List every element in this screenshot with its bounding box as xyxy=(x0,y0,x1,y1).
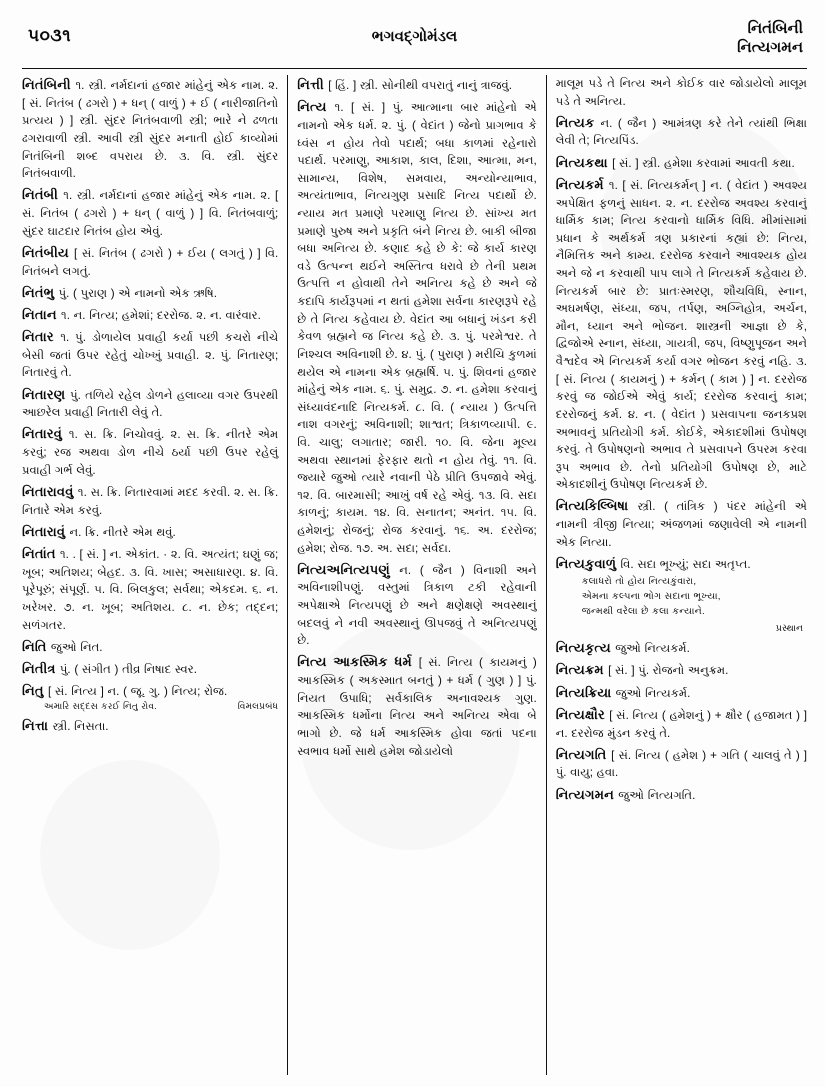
entry-line: ૧૬. અ. દરરોજ; હમેશ; રોજ. xyxy=(297,524,537,555)
entry-headword: નિત્યકુવાળું xyxy=(555,555,621,571)
entry-line: ન. ( જૈન ) વિનાશી અને xyxy=(399,563,537,577)
entry-line: કથા. xyxy=(771,156,795,170)
dictionary-entry xyxy=(22,424,278,479)
entry-line: ૪. ન. ( વેદાંત ) પ્રસવાપના જનકપ્રશ xyxy=(627,407,807,421)
dictionary-entry xyxy=(556,153,807,173)
entry-line: જુઓ નિત્યગતિ. xyxy=(618,788,696,802)
entry-text xyxy=(556,745,807,782)
entry-headword: નિતિ xyxy=(22,638,51,654)
entry-line: ૧૪. વિ. સનાતન; અનંત. xyxy=(373,506,495,520)
entry-line: [ હિં. ] સ્ત્રી. સોનીથી વપરાતું નાનું ત્રાજવું. xyxy=(328,79,512,92)
entry-line: જુઓ નિત્યકર્મ. xyxy=(615,642,690,656)
entry-line: લેવું. xyxy=(76,463,96,477)
entry-text xyxy=(22,327,278,382)
entry-headword: નિત્યકિલ્બિષા xyxy=(555,498,638,514)
entry-line: ૧૩. વિ. સદા કાળનું; કાયમ. xyxy=(297,488,537,520)
dictionary-entry xyxy=(22,716,278,736)
entry-line: પ્રાતઃસ્મરણ, શૌચવિધિ, સ્નાન, અઘમર્ષણ, xyxy=(555,284,807,316)
entry-headword: નિત્યકથા xyxy=(555,154,613,170)
dictionary-entry xyxy=(556,175,807,494)
entry-text xyxy=(556,638,807,658)
entry-line: મત પ્રમાણે પુરુષ અને પ્રકૃતિ બંને નિત્ય છે. xyxy=(297,207,537,238)
dictionary-entry xyxy=(297,560,536,650)
entry-headword: નિતંભુ xyxy=(22,284,59,300)
entry-headword: નિતીત્ર xyxy=(22,660,60,676)
entry-headword: નિતંબિની xyxy=(22,77,76,92)
dictionary-entry xyxy=(556,554,807,635)
entry-line: વિ. સદા ભૂખ્યું; સદા અતૃપ્ત. xyxy=(620,557,751,571)
entry-line: કે અર્થકર્મ ત્રણ પ્રકારનાં કહ્યાં છે: નિત્ય, xyxy=(590,231,807,245)
entry-line: હોય અને જે ન કરવાથી પાપ લાગે તે xyxy=(555,249,807,281)
entry-headword: નિત્યક્ષૌર xyxy=(555,706,610,722)
entry-line: ૫. વિ. બિલકુલ; સર્વથા; એકદમ. xyxy=(94,583,248,597)
entry-line: [ સં. નિતંબ ( ઢગરો ) + ઈય xyxy=(74,246,207,260)
entry-headword: નિત્યગમન xyxy=(555,786,619,802)
entry-line: અનિત્યપણું છે. xyxy=(297,616,537,648)
entry-line: ૧૨. વિ. બારમાસી; આખું વર્ષ રહે એવું. xyxy=(297,488,475,502)
entry-line: કહેવાય છે. વેદાંત આ બધાનું ખંડન કરી કેવળ xyxy=(297,312,537,344)
entry-text xyxy=(556,683,807,703)
entry-headword: નિત્યકૃત્ય xyxy=(555,640,616,656)
entry-text xyxy=(22,544,278,634)
entry-headword: નિતારણ xyxy=(22,386,71,402)
dictionary-entry xyxy=(297,652,536,760)
entry-headword: નિત્ય xyxy=(297,99,335,115)
entry-line: ન. દરરોજ કરવું જ જોઈએ એવું કાર્ય; xyxy=(555,372,807,404)
entry-headword: નિત્ય આકસ્મિક ધર્મ xyxy=(297,654,419,670)
entry-headword: નિતાંત xyxy=(22,546,60,562)
entry-text xyxy=(556,554,807,574)
entry-line: પ્રતિયોગી ઉપોષણ છે, માટે એકાદશીનું xyxy=(555,460,807,492)
entry-line: ધ્યાન અને ભોજન. શાસ્ત્રની આજ્ઞા છે કે, xyxy=(587,319,807,333)
entry-line: પરમાણુ, આકાશ, કાલ, દિશા, આત્મા, મન, xyxy=(331,154,537,168)
dictionary-entry xyxy=(22,283,278,303)
entry-line: સ્ત્રી. ( તાંત્રિક ) પંદર માંહેની xyxy=(637,500,787,514)
entry-line: પું. ( પુરાણ ) એ નામનો એક ઋષિ. xyxy=(58,286,217,300)
entry-citation: અમારિ સદ્દસ કરઈ નિતુ રોવ. વિમલપ્રબંધ xyxy=(22,700,278,714)
dictionary-entry xyxy=(297,75,536,95)
dictionary-entry xyxy=(556,75,807,110)
entry-text xyxy=(556,175,807,494)
entry-headword: નિત્યક્રિયા xyxy=(555,684,616,700)
entry-text xyxy=(22,522,278,542)
entry-citation-line: એમના કલ્પના ભોગ સદાના ભૂખ્યા, xyxy=(581,591,721,603)
entry-text xyxy=(22,75,278,183)
entry-line: જુઓ નિત. xyxy=(50,640,103,654)
entry-text xyxy=(297,75,536,95)
entry-line: નામના એક બ્રહ્મર્ષિ. xyxy=(345,365,439,379)
entry-line: અનિત્ય કહે છે અને જે કદાપિ કાર્યરૂપમાં ન xyxy=(297,277,537,309)
entry-line: ૩. વિ. ખાસ; અસાધારણ. xyxy=(129,565,246,579)
entry-line: ન્યાય મત પ્રમાણે પરમાણુ નિત્ય છે. સાંખ્ય xyxy=(297,207,514,221)
entry-line: થતો ન હોય તેવું. xyxy=(413,453,498,467)
entry-text xyxy=(297,97,536,557)
entry-line: કચરો નીચે બેસી જતાં ઉપર રહેતું ચોખ્ખું xyxy=(22,331,279,362)
entry-line: અપેક્ષાએ નિત્યપણું છે અને ક્ષણેક્ષણે અવસ્થાનું xyxy=(297,599,537,613)
running-head xyxy=(22,14,807,66)
entry-text xyxy=(22,185,278,240)
dictionary-entry xyxy=(556,705,807,742)
entry-line: ૬. ન. ખરેખર. xyxy=(22,583,279,614)
entry-line: ન. ( જૈન ) આમંત્રણ કરે તેને ત્યાંથી xyxy=(600,116,779,130)
entry-line: અવશ્ય અપેક્ષિત ફળનું સાધન. xyxy=(555,178,807,210)
entry-line: [ સં. ] સ્ત્રી. હમેશા કરવામાં આવતી xyxy=(612,156,768,170)
entry-text xyxy=(22,659,278,679)
entry-line: નિતંબિની શબ્દ વપરાય છે. xyxy=(22,149,168,163)
dictionary-entry xyxy=(22,681,278,713)
entry-line: અભાવનું પ્રતિયોગી કર્મ. કોઈકે, એકાદશીમાં xyxy=(555,425,766,439)
column-3 xyxy=(546,75,807,1075)
entry-line: સંધ્યા, જપ, તર્પણ, અગ્નિહોત્ર, અર્ચન, મૌન, xyxy=(555,302,807,333)
entry-line: બાકી બીજા બધા અનિત્ય છે. કણાદ કહે છે xyxy=(297,224,537,256)
header-rule xyxy=(22,68,807,69)
dictionary-entry xyxy=(22,522,278,542)
entry-line: ૧૫. વિ. હમેશનું; રોજનું; રોજ કરવાનું. xyxy=(297,506,537,538)
entry-line: ૭. ન. હમેશા કરવાનું સંધ્યાવંદનાદિ નિત્યકર્મ. xyxy=(297,383,537,414)
entry-line: હોય તેવો પદાર્થ; બધા કાળમાં રહેનારો પદાર્થ. xyxy=(297,136,537,168)
entry-line: [ સં. નિત્ય ( હમેશ ) + ગતિ xyxy=(611,748,740,762)
entry-line: ૪. વિ. પૂરેપૂરું; સંપૂર્ણ. xyxy=(22,565,279,597)
dictionary-entry xyxy=(22,327,278,382)
entry-line: ( ચાલવું તે ) ] પું. વાયુ; હવા. xyxy=(555,748,807,780)
dictionary-entry xyxy=(556,496,807,551)
entry-line: ૪. પું. ( પુરાણ ) મરીચિ કુળમાં થયેલ એ xyxy=(297,347,537,379)
entry-line: પ્રવાહી. xyxy=(166,348,200,362)
entry-line: ૨. ન. વારંવાર. xyxy=(196,308,261,322)
entry-headword: નિતંબીય xyxy=(22,244,75,260)
entry-line: અત્યંતાભાવ, નિત્યગુણ પ્રસાદિ નિત્ય પદાર્થો છે. xyxy=(297,189,537,203)
guide-word-first: નિતંબિની xyxy=(747,20,803,37)
citation-source: પ્રસ્થાન xyxy=(775,621,803,633)
entry-headword: નિત્યઅનિત્યપણું xyxy=(297,561,400,577)
dictionary-entry xyxy=(556,683,807,703)
entry-line: જુઓ નિત્યકર્મ. xyxy=(615,686,691,700)
dictionary-entry xyxy=(556,113,807,150)
entry-line: જતાં પદના સ્વભાવ ધર્મો સાથે હમેશ જોડાયેલો xyxy=(297,727,537,758)
entry-line: માલૂમ પડે તે નિત્ય અને કોઈક વાર જોડાયેલો xyxy=(555,77,775,90)
entry-line: નિત્યકર્મ કહેવાય છે. નિત્યકર્મ બાર છે: xyxy=(555,267,807,298)
entry-line: સામાન્ય, વિશેષ, સમવાય, અન્યોન્યાભાવ, xyxy=(297,171,537,185)
entry-text xyxy=(22,716,278,736)
entry-headword: નિત્તા xyxy=(22,718,53,734)
entry-line: ( હજામત ) ] ન. દરરોજ મુંડન કરવું તે. xyxy=(555,708,807,740)
entry-line: ૨. સ. ક્રિ. નિતારે એમ કરવું. xyxy=(22,485,279,517)
entry-line: દરરોજ કરવાનું કામ; દરરોજનું કર્મ. xyxy=(555,390,807,421)
entry-line: સ્ત્રી. નિસતા. xyxy=(52,720,109,734)
entry-line: ૭. ન. ખૂબ; અતિશય. xyxy=(63,601,175,614)
entry-text xyxy=(297,652,536,760)
entry-line: ૩. પું. પરમેશ્વર. તે નિશ્ચલ અવિનાશી છે. xyxy=(297,330,537,361)
entry-line: ૧૭. અ. સદા; સર્વદા. xyxy=(356,541,452,555)
entry-line: ગુણ. આકસ્મિક ધર્મોના નિત્ય અને અનિત્ય xyxy=(297,691,537,723)
entry-text xyxy=(556,153,807,173)
column-2 xyxy=(287,75,545,1075)
entry-line: વિષ્ણુપૂજન અને વૈશ્વદેવ એ નિત્યકર્મ કર્યા વગર xyxy=(555,337,807,369)
entry-line: ૧૧. વિ. જ્યારે જુઓ ત્યારે નવાની પેઠે પ્રીતિ xyxy=(297,453,537,485)
entry-line: એ નામની એક નિત્યા. xyxy=(555,518,807,549)
entry-line: અવિનાશી; શાશ્વત; ત્રિકાળવ્યાપી. xyxy=(363,418,521,432)
entry-line: વિ. નિતંબવાળું; સુંદર ઘાટદાર નિતંબ હોય એવું. xyxy=(22,207,279,238)
entry-line: ૮. વિ. ( ન્યાય ) ઉત્પત્તિ નાશ વગરનું; xyxy=(297,400,537,432)
dictionary-entry xyxy=(22,305,278,325)
dictionary-entry xyxy=(22,75,278,183)
entry-line: ૧૦. વિ. જેના મૂલ્ય અથવા સ્થાનમાં ફેરફાર xyxy=(297,435,537,467)
entry-line: એ નામનો એક ધર્મ. xyxy=(297,101,537,132)
entry-line: ઉપજાવે એવું. xyxy=(471,471,537,485)
entry-line: ( લગતું ) ] વિ. નિતંબને લગતું. xyxy=(22,246,279,278)
entry-line: બ્રહ્મને જ નિત્ય કહે છે. xyxy=(327,330,444,344)
entry-headword: નિતારાવવું xyxy=(22,483,78,499)
entry-headword: નિત્યગતિ xyxy=(555,746,612,762)
entry-line: ૨. પું. ( વેદાંત ) જેનો પ્રાગભાવ કે ધ્વંસ ન xyxy=(297,119,537,150)
entry-line: ૬. પું. સમુદ્ર. xyxy=(380,383,437,397)
entry-text xyxy=(556,660,807,680)
entry-line: ૧. સ. ક્રિ. નિચોવવું. xyxy=(68,428,165,442)
entry-line: ૧. સ્ત્રી. નર્મદાનાં હજાર માંહેનું xyxy=(75,79,213,92)
entry-line: નૈમિત્તિક અને કામ્ય. દરરોજ કરવાને આવશ્યક xyxy=(555,249,782,263)
entry-line: ૧. . [ સં. ] ન. એકાંત. · xyxy=(59,548,168,562)
entry-text xyxy=(22,283,278,303)
entry-line: ન. ક્રિ. નીતરે એમ થવું. xyxy=(69,525,176,539)
entry-line: બેહદ. xyxy=(97,565,125,579)
entry-headword: નિત્યક્રમ xyxy=(555,662,609,678)
entry-line: ધરાવે છે તેની પ્રથમ ઉત્પત્તિ ન હોવાથી તેને xyxy=(297,259,537,291)
entry-line: પું. તળિયે રહેલ ડોળને હલાવ્યા xyxy=(70,388,214,402)
entry-line: ડોળ નીચે ઠર્યા પછી ઉપર રહેલું પ્રવાહી ગર્ભ xyxy=(22,446,279,477)
entry-line: ૧. પું. ડોળાયેલ પ્રવાહી કર્યા પછી xyxy=(60,331,219,345)
entry-text xyxy=(22,482,278,519)
dictionary-entry xyxy=(556,745,807,782)
entry-line: ૨. સ. ક્રિ. નીતરે એમ કરવું; રજ અથવા xyxy=(22,428,279,460)
dictionary-entry xyxy=(22,243,278,280)
entry-line: બદલવું ને નવી અવસ્થાનું ઊપજવું તે xyxy=(297,616,476,630)
dictionary-entry xyxy=(22,544,278,634)
entry-line: વગર ઉપરથી આછરેલ પ્રવાહી નિતારી લેવું તે. xyxy=(22,388,279,420)
page-number: ૫૦૩૧ xyxy=(28,26,72,45)
entry-line: ૨. [ સં. નિતંબ ( ઢગરો ) + ધન્ ( વાળું ) ] xyxy=(22,189,279,221)
dictionary-entry xyxy=(297,97,536,557)
entry-text xyxy=(22,305,278,325)
entry-line: ૨. ન. દરરોજ અવશ્ય કરવાનું ધાર્મિક કામ; xyxy=(555,196,807,228)
entry-headword: નિતારાવું xyxy=(22,523,70,539)
entry-text xyxy=(22,681,278,701)
entry-line: ૨. [ સં. નિતંબ ( ઢગરો ) + ધન્ ( વાળું ) xyxy=(22,79,279,110)
entry-headword: નિતારવું xyxy=(22,426,69,442)
dictionary-entry xyxy=(556,785,807,805)
entry-line: નામ. xyxy=(232,189,256,203)
dictionary-entry xyxy=(22,659,278,679)
entry-line: અવિનાશીપણું. વસ્તુમાં ત્રિકાળ ટકી રહેવાની xyxy=(297,581,537,595)
entry-line: ૧. [ સં. ] પું. આત્માના બાર માંહેનો xyxy=(334,101,517,115)
dictionary-entry xyxy=(556,660,807,680)
entry-line: ૩. [ સં. નિત્ય ( કાયમનું ) + કર્મન્ ( કામ ) ] xyxy=(555,355,807,386)
entry-line: દ્વિજોએ સ્નાન, સંધ્યા, ગાયત્રી, જપ, xyxy=(555,337,727,351)
entry-citation-line: કલાધરો તો હોય નિત્યકુંવારા, xyxy=(581,575,697,587)
entry-line: ઉપોષણ નિત્યકર્મ છે. xyxy=(610,478,708,492)
entry-text xyxy=(22,385,278,422)
entry-line: ૧. સ્ત્રી. નર્મદાનાં હજાર માંહેનું એક xyxy=(63,189,229,203)
entry-line: [ સં. નિત્ય ( હમેશનું ) + ક્ષૌર xyxy=(609,708,743,722)
entry-line: થતાં હમેશા સર્વના કારણરૂપે રહે છે તે નિત્ય xyxy=(297,295,537,326)
entry-text xyxy=(22,637,278,657)
entry-headword: નિતાર xyxy=(22,329,61,345)
entry-line: + ઈ ( નારીજાતિનો પ્રત્યય ) ] સ્ત્રી. સુંદર xyxy=(22,96,279,128)
entry-line: ૨. પું. નિતારણ; નિતારવું તે. xyxy=(22,348,279,380)
entry-line: પ્રસવાપને ઉપરમ કરવા રૂપ અભાવ છે. તેનો xyxy=(555,443,807,474)
entry-line: ૧. ન. નિત્ય; હમેશાં; દરરોજ. xyxy=(61,308,193,322)
entry-headword: નિત્તી xyxy=(297,77,329,92)
entry-line: એવા બે ભાગો છે. જે ધર્મ આકસ્મિક હોવા xyxy=(297,709,537,740)
dictionary-entry xyxy=(22,482,278,519)
entry-headword: નિત્યકર્મ xyxy=(555,176,609,192)
entry-line: પું. નિયત ઉપાધિ; સર્વકાલિક અનાવશ્યક xyxy=(297,674,537,705)
dictionary-entry xyxy=(22,385,278,422)
entry-line: કે: જે કાર્ય કારણ વડે ઉત્પન્ન થઈને અસ્તિત્વ xyxy=(297,242,537,273)
entry-line: ૫. પું. શિવનાં હજાર માંહેનું એક નામ. xyxy=(297,365,537,397)
guide-words xyxy=(737,20,803,58)
entry-text xyxy=(556,785,807,805)
column-1 xyxy=(22,75,287,1075)
dictionary-entry xyxy=(22,637,278,657)
entry-line: પું. ( સંગીત ) તીવ્ર નિષાદ સ્વર. xyxy=(59,662,197,676)
entry-text xyxy=(22,424,278,479)
entry-line: નિતંબવાળી સ્ત્રી; ભારે ને ઢળતા ઢગરાવાળી xyxy=(22,114,279,145)
book-title: ભગવદ્ગોમંડલ xyxy=(371,28,458,45)
entry-line: ૯. વિ. ચાલુ; લગાતાર; જારી. xyxy=(297,418,537,449)
column-container xyxy=(22,75,807,1075)
entry-line: સ્ત્રી. આવી સ્ત્રી સુંદર મનાતી હોઈ કાવ્યોમાં xyxy=(73,131,279,145)
entry-line: આકસ્મિક ( અકસ્માત બનતું ) + ધર્મ ( ગુણ ) ] xyxy=(297,674,522,688)
entry-headword: નિત્યક xyxy=(555,114,601,130)
entry-line: ૧. સ. ક્રિ. નિતારવામાં મદદ કરવી. xyxy=(77,485,231,499)
entry-line: [ સં. નિત્ય ( કાયમનું ) xyxy=(418,656,537,670)
entry-headword: નિતંબી xyxy=(22,187,64,203)
dictionary-entry xyxy=(556,638,807,658)
entry-line: ૩. વિ. સ્ત્રી. સુંદર નિતંબવાળી. xyxy=(22,149,279,181)
entry-line: ૮. ન. છેક; તદ્દન; સળંગતર. xyxy=(22,601,279,632)
entry-text xyxy=(556,496,807,551)
entry-text xyxy=(297,560,536,650)
entry-citation-line: જન્મથી વરેલા છે કલા કન્યાને. xyxy=(581,606,705,618)
entry-line: નિત્ય કરવાનો ધાર્મિક વિધિ. મીમાંસામાં પ્રધાન xyxy=(555,214,807,245)
entry-headword: નિતુ xyxy=(22,683,48,699)
dictionary-entry xyxy=(22,185,278,240)
entry-text xyxy=(556,705,807,742)
entry-line: [ સં. ] પું. રોજનો અનુક્રમ. xyxy=(608,664,729,678)
entry-text xyxy=(556,113,807,150)
entry-line: ભિક્ષા લેવી તે; નિત્યપિંડ. xyxy=(555,116,807,148)
entry-line: ભોજન કરવું નહિ. xyxy=(706,355,792,369)
entry-line: માલૂમ પડે તે અનિત્ય. xyxy=(555,77,807,108)
entry-line: ઉપોષણ કરવું. તે ઉપોષણનો અભાવ તે xyxy=(555,425,807,457)
guide-word-last: નિત્યગમન xyxy=(737,38,803,56)
entry-line: ૨. વિ. અત્યંત; ઘણું જ; ખૂબ; અતિશય; xyxy=(22,548,279,579)
entry-line: [ સં. નિત્ય ] ન. ( જૂ. ગુ. ) નિત્ય; રોજ. xyxy=(47,685,228,699)
entry-text xyxy=(22,243,278,280)
entry-line: એક નામ. xyxy=(216,79,265,92)
entry-line: ૧. [ સં. નિત્યકર્મન્ ] ન. ( વેદાંત ) xyxy=(608,178,768,192)
entry-headword: નિતાન xyxy=(22,306,62,322)
entry-line: એ નામની ત્રીજી નિત્યા; અંજળમાં જણાવેલી xyxy=(555,500,807,532)
citation-source: વિમલપ્રબંધ xyxy=(237,700,279,711)
entry-text xyxy=(556,75,807,110)
